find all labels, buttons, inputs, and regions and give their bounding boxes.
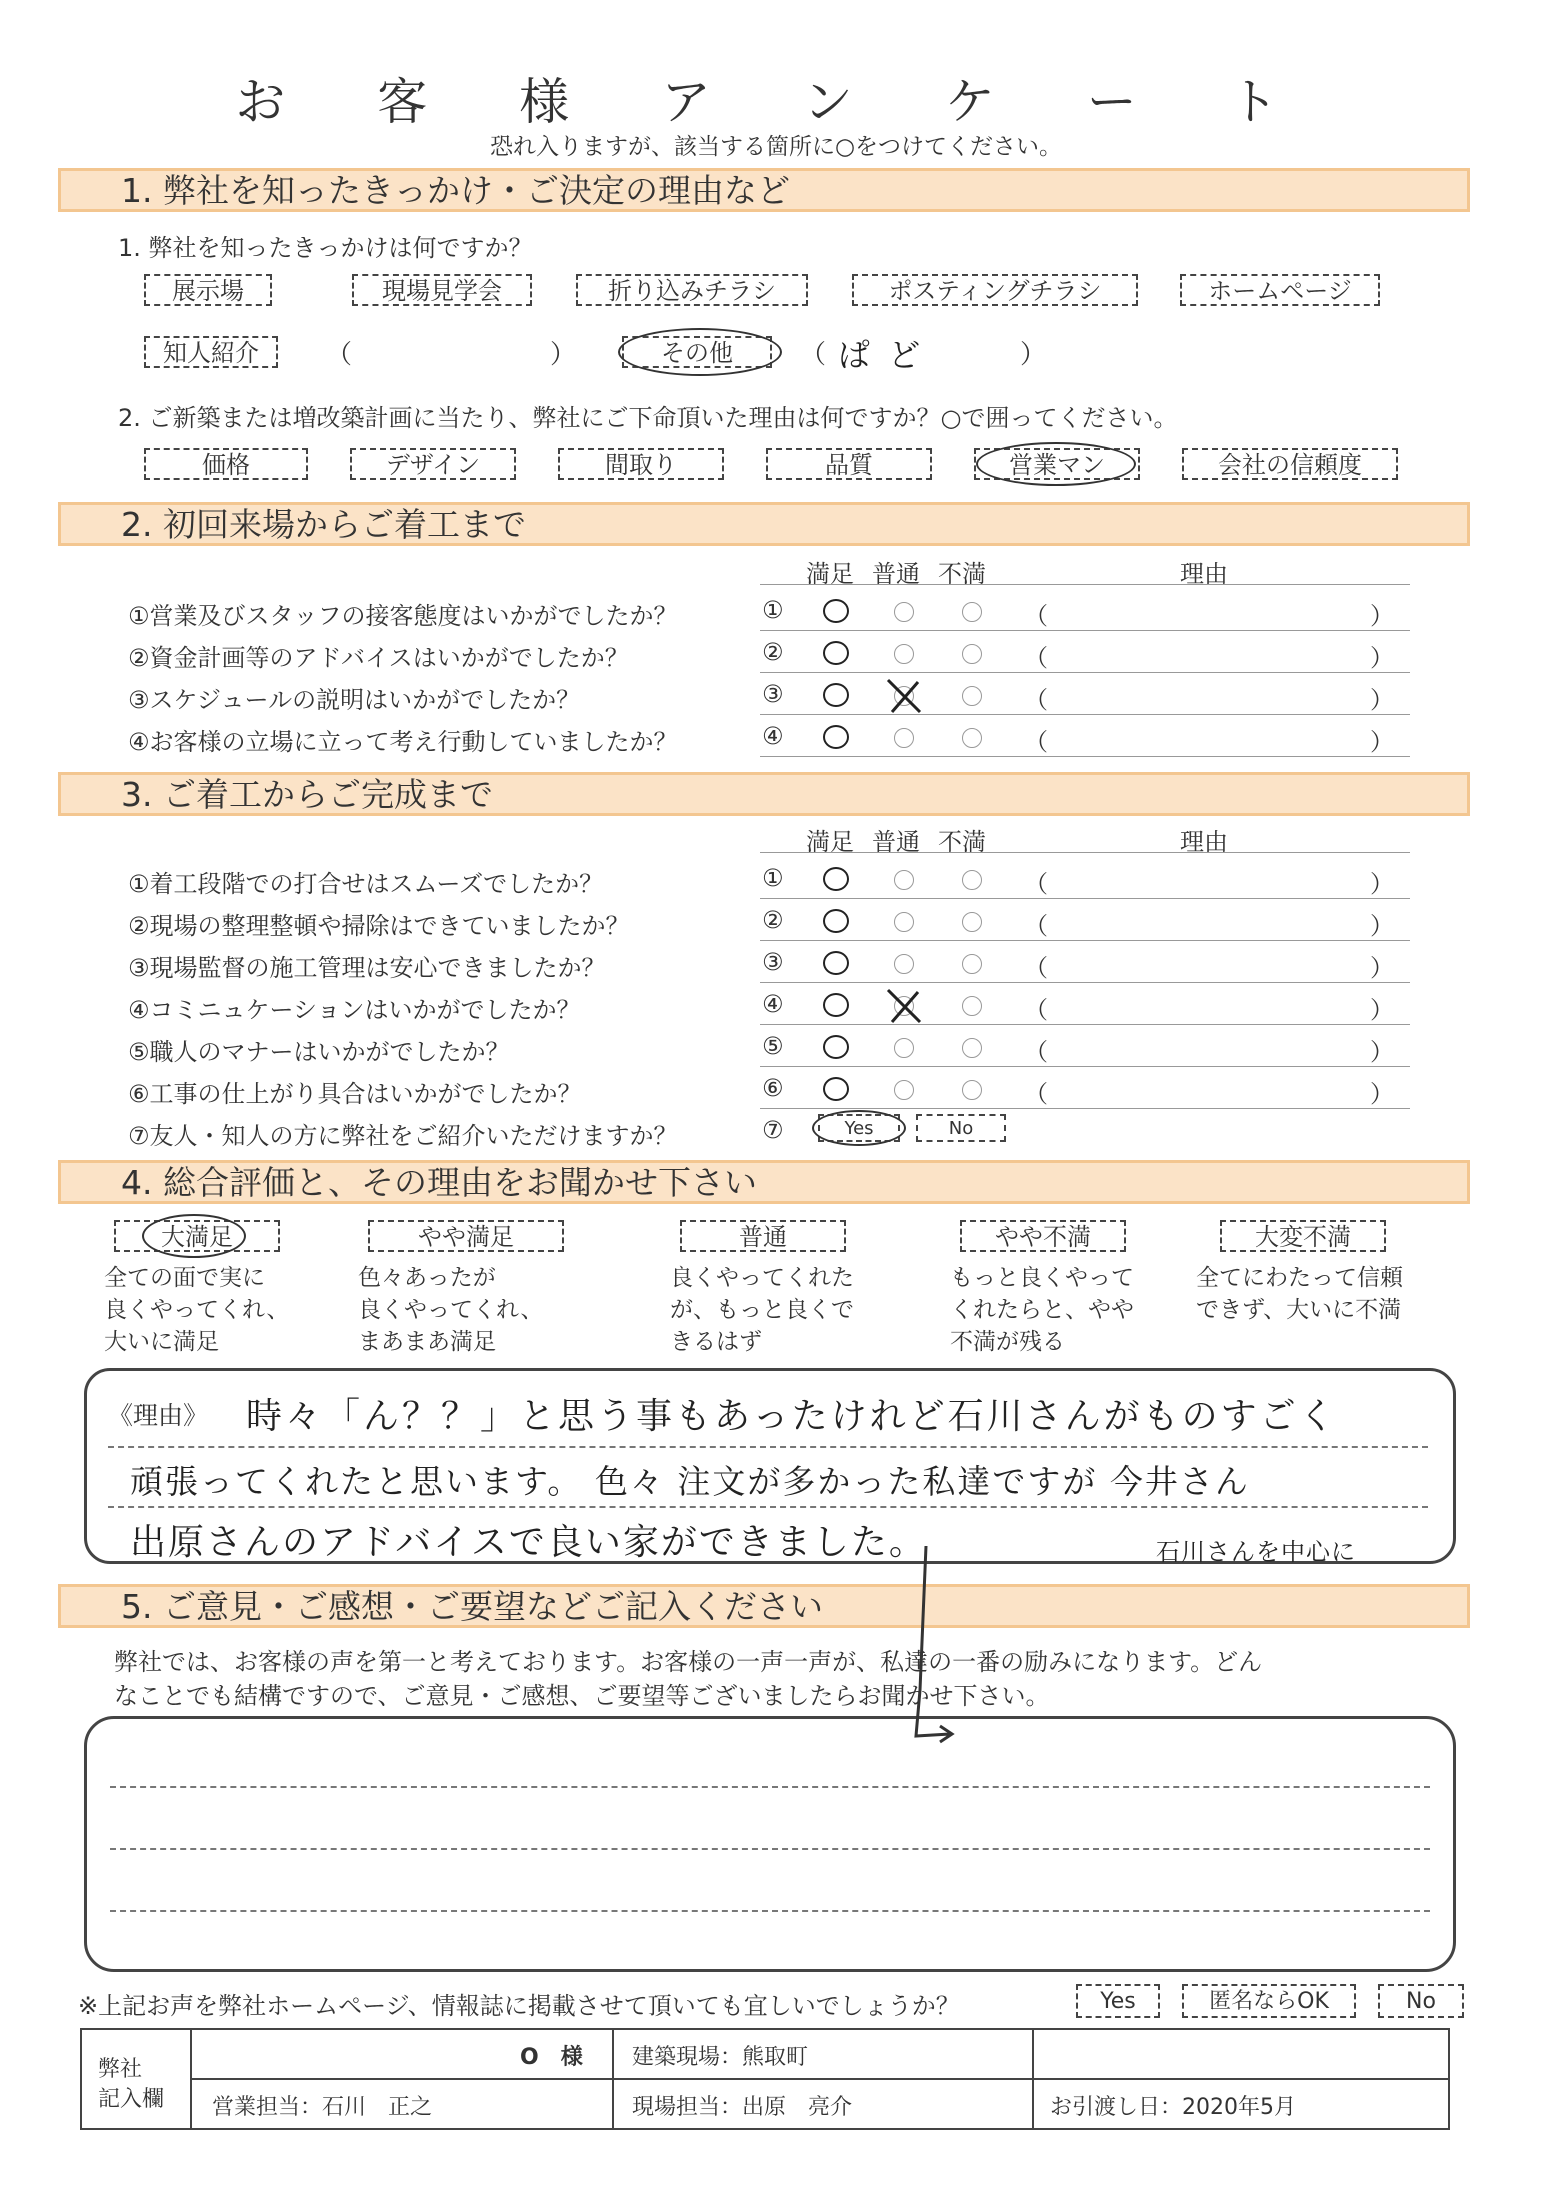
delivery-date: お引渡し日：2020年5月	[1050, 2095, 1296, 2120]
section1-heading: 1. 弊社を知ったきっかけ・ご決定の理由など	[58, 168, 1470, 212]
reason-open-paren: （	[1024, 1038, 1048, 1066]
s3-q7-number: ⑦	[762, 1116, 784, 1144]
s2-question: ④お客様の立場に立って考え行動していましたか？	[128, 728, 678, 756]
reason-line	[108, 1506, 1428, 1508]
header-dissatisfied: 不満	[938, 560, 986, 588]
other-handwritten: ぱ ど	[838, 336, 925, 374]
header-divider	[760, 852, 1410, 853]
header-normal: 普通	[872, 560, 920, 588]
reason-open-paren: （	[1024, 996, 1048, 1024]
rating-description: くれたらと、やや	[950, 1297, 1134, 1323]
open-paren: （	[326, 340, 353, 370]
header-dissatisfied: 不満	[938, 828, 986, 856]
reason-close-paren: ）	[1370, 912, 1394, 940]
option-quality[interactable]: 品質	[766, 448, 932, 480]
row-divider	[760, 756, 1410, 757]
rating-description: が、もっと良くで	[670, 1297, 854, 1323]
header-satisfied: 満足	[806, 560, 854, 588]
s3-row-number: ②	[762, 906, 784, 934]
s2-question: ①営業及びスタッフの接客態度はいかがでしたか？	[128, 602, 678, 630]
radio-normal[interactable]	[894, 1080, 914, 1100]
row-divider	[760, 630, 1410, 631]
rating-normal[interactable]: 普通	[680, 1220, 846, 1252]
option-reliability[interactable]: 会社の信頼度	[1182, 448, 1398, 480]
section5-heading: 5. ご意見・ご感想・ご要望などご記入ください	[58, 1584, 1470, 1628]
radio-normal[interactable]	[894, 1038, 914, 1058]
s2-question: ②資金計画等のアドバイスはいかがでしたか？	[128, 644, 629, 672]
hand-circle-mark	[976, 442, 1136, 486]
radio-normal[interactable]	[894, 870, 914, 890]
header-satisfied: 満足	[806, 828, 854, 856]
s2-row-number: ④	[762, 722, 784, 750]
rating-description: 良くやってくれ、	[104, 1297, 290, 1323]
radio-dissatisfied[interactable]	[962, 686, 982, 706]
s3-row-number: ③	[762, 948, 784, 976]
header-divider	[760, 584, 1410, 585]
comment-line	[110, 1786, 1430, 1788]
s5-text2: なことでも結構ですので、ご意見・ご感想、ご要望等ございましたらお聞かせ下さい。	[114, 1682, 1050, 1710]
site-manager: 現場担当：出原 亮介	[632, 2095, 853, 2120]
s3-question7: ⑦友人・知人の方に弊社をご紹介いただけますか？	[128, 1122, 678, 1150]
option-site-tour[interactable]: 現場見学会	[352, 274, 532, 306]
radio-satisfied[interactable]	[823, 683, 849, 707]
rating-description: 大いに満足	[104, 1329, 219, 1355]
radio-satisfied[interactable]	[823, 599, 849, 623]
s3-question: ②現場の整理整頓や掃除はできていましたか？	[128, 912, 630, 940]
row-divider	[760, 1108, 1410, 1109]
radio-dissatisfied[interactable]	[962, 1038, 982, 1058]
option-other[interactable]: その他	[622, 336, 772, 368]
radio-satisfied[interactable]	[823, 867, 849, 891]
s3-question: ③現場監督の施工管理は安心できましたか？	[128, 954, 606, 982]
rating-description: まあまあ満足	[358, 1329, 496, 1355]
reason-open-paren: （	[1024, 686, 1048, 714]
reason-close-paren: ）	[1370, 644, 1394, 672]
s2-row-number: ③	[762, 680, 784, 708]
hand-circle-mark	[142, 1214, 246, 1258]
radio-dissatisfied[interactable]	[962, 1080, 982, 1100]
radio-normal[interactable]	[894, 728, 914, 748]
rating-description: 不満が残る	[950, 1329, 1065, 1355]
reason-line	[108, 1446, 1428, 1448]
rating-description: 全てにわたって信頼	[1196, 1265, 1403, 1291]
row-divider	[760, 1066, 1410, 1067]
reason-handwritten-line2: 頑張ってくれたと思います。 色々 注文が多かった私達ですが 今井さん	[130, 1462, 1250, 1501]
page-subtitle: 恐れ入りますが、該当する箇所に○をつけてください。	[489, 134, 1063, 160]
s3-question: ①着工段階での打合せはスムーズでしたか？	[128, 870, 604, 898]
s2-row-number: ①	[762, 596, 784, 624]
option-showroom[interactable]: 展示場	[144, 274, 272, 306]
rating-somewhat-dissatisfied[interactable]: やや不満	[960, 1220, 1126, 1252]
radio-satisfied[interactable]	[823, 641, 849, 665]
sales-staff: 営業担当：石川 正之	[212, 2095, 433, 2120]
radio-dissatisfied[interactable]	[962, 870, 982, 890]
radio-dissatisfied[interactable]	[962, 644, 982, 664]
row-divider	[760, 714, 1410, 715]
reason-close-paren: ）	[1370, 870, 1394, 898]
radio-satisfied[interactable]	[823, 725, 849, 749]
reason-close-paren: ）	[1370, 602, 1394, 630]
s3-question: ⑥工事の仕上がり具合はいかがでしたか？	[128, 1080, 582, 1108]
other-close-paren: ）	[1020, 340, 1047, 370]
s3-row-number: ①	[762, 864, 784, 892]
option-price[interactable]: 価格	[144, 448, 308, 480]
header-normal: 普通	[872, 828, 920, 856]
s3-question: ④コミニュケーションはいかがでしたか？	[128, 996, 581, 1024]
radio-satisfied[interactable]	[823, 993, 849, 1017]
row-divider	[760, 672, 1410, 673]
radio-dissatisfied[interactable]	[962, 602, 982, 622]
rating-description: 色々あったが	[358, 1265, 496, 1291]
header-reason: 理由	[1180, 560, 1228, 588]
publish-yes[interactable]: Yes	[1076, 1984, 1160, 2018]
reason-handwritten-line3: 出原さんのアドバイスで良い家ができました。	[130, 1522, 927, 1563]
reason-open-paren: （	[1024, 870, 1048, 898]
comment-line	[110, 1848, 1430, 1850]
radio-normal[interactable]	[894, 602, 914, 622]
s1-question1: 1. 弊社を知ったきっかけは何ですか？	[118, 234, 533, 262]
rating-description: 良くやってくれた	[670, 1265, 854, 1291]
radio-dissatisfied[interactable]	[962, 912, 982, 932]
option-homepage[interactable]: ホームページ	[1180, 274, 1380, 306]
rating-description: 良くやってくれ、	[358, 1297, 544, 1323]
publish-question: ※上記お声を弊社ホームページ、情報誌に掲載させて頂いても宜しいでしょうか？	[78, 1992, 960, 2020]
arrow-annotation-icon	[880, 1540, 960, 1770]
recommend-yes[interactable]: Yes	[818, 1114, 900, 1142]
row-divider	[760, 940, 1410, 941]
s3-question: ⑤職人のマナーはいかがでしたか？	[128, 1038, 510, 1066]
option-floorplan[interactable]: 間取り	[558, 448, 724, 480]
reason-open-paren: （	[1024, 954, 1048, 982]
rating-description: きるはず	[670, 1329, 762, 1355]
reason-handwritten-note: 石川さんを中心に	[1156, 1538, 1356, 1566]
radio-dissatisfied[interactable]	[962, 728, 982, 748]
radio-satisfied[interactable]	[823, 1077, 849, 1101]
radio-dissatisfied[interactable]	[962, 954, 982, 974]
option-design[interactable]: デザイン	[350, 448, 516, 480]
rating-very-satisfied[interactable]: 大満足	[114, 1220, 280, 1252]
s3-row-number: ⑥	[762, 1074, 784, 1102]
table-divider	[190, 2078, 1450, 2080]
other-open-paren: （	[800, 340, 827, 370]
reason-close-paren: ）	[1370, 728, 1394, 756]
office-label-entry: 記入欄	[98, 2087, 165, 2112]
reason-close-paren: ）	[1370, 954, 1394, 982]
comment-line	[110, 1910, 1430, 1912]
reason-label: 《理由》	[108, 1401, 209, 1430]
s2-row-number: ②	[762, 638, 784, 666]
office-label-company: 弊社	[98, 2057, 143, 2082]
option-flyer[interactable]: 折り込みチラシ	[576, 274, 808, 306]
radio-dissatisfied[interactable]	[962, 996, 982, 1016]
radio-normal[interactable]	[894, 644, 914, 664]
s3-row-number: ⑤	[762, 1032, 784, 1060]
s3-row-number: ④	[762, 990, 784, 1018]
cross-out-mark-icon	[884, 676, 924, 716]
option-introduction[interactable]: 知人紹介	[144, 336, 278, 368]
cross-out-mark-icon	[884, 986, 924, 1026]
reason-open-paren: （	[1024, 602, 1048, 630]
page-title: お 客 様 ア ン ケ ー ト	[235, 73, 1317, 131]
rating-description: できず、大いに不満	[1196, 1297, 1402, 1323]
reason-close-paren: ）	[1370, 996, 1394, 1024]
reason-close-paren: ）	[1370, 1080, 1394, 1108]
row-divider	[760, 898, 1410, 899]
publish-anonymous[interactable]: 匿名ならOK	[1182, 1984, 1356, 2018]
row-divider	[760, 1024, 1410, 1025]
reason-handwritten-line1: 時々「ん？？」と思う事もあったけれど石川さんがものすごく	[246, 1396, 1338, 1437]
radio-satisfied[interactable]	[823, 951, 849, 975]
s1-question2: 2. ご新築または増改築計画に当たり、弊社にご下命頂いた理由は何ですか？○で囲ってください。	[118, 404, 1178, 432]
section2-heading: 2. 初回来場からご着工まで	[58, 502, 1470, 546]
s5-text1: 弊社では、お客様の声を第一と考えております。お客様の一声一声が、私達の一番の励みになります。どん	[114, 1648, 1263, 1676]
comment-box[interactable]	[84, 1716, 1456, 1972]
hand-circle-mark	[812, 1110, 906, 1146]
reason-open-paren: （	[1024, 912, 1048, 940]
radio-normal[interactable]	[894, 954, 914, 974]
recommend-no[interactable]: No	[916, 1114, 1006, 1142]
section3-heading: 3. ご着工からご完成まで	[58, 772, 1470, 816]
rating-description: もっと良くやって	[950, 1265, 1134, 1291]
reason-close-paren: ）	[1370, 1038, 1394, 1066]
reason-open-paren: （	[1024, 1080, 1048, 1108]
reason-open-paren: （	[1024, 644, 1048, 672]
reason-close-paren: ）	[1370, 686, 1394, 714]
radio-normal[interactable]	[894, 912, 914, 932]
customer-name: O 様	[520, 2045, 583, 2070]
section4-heading: 4. 総合評価と、その理由をお聞かせ下さい	[58, 1160, 1470, 1204]
hand-circle-mark	[618, 328, 782, 376]
option-salesman[interactable]: 営業マン	[974, 448, 1140, 480]
option-posting-flyer[interactable]: ポスティングチラシ	[852, 274, 1138, 306]
close-paren: ）	[550, 340, 577, 370]
publish-no[interactable]: No	[1378, 1984, 1464, 2018]
construction-site: 建築現場：熊取町	[632, 2045, 809, 2070]
rating-very-dissatisfied[interactable]: 大変不満	[1220, 1220, 1386, 1252]
rating-somewhat-satisfied[interactable]: やや満足	[368, 1220, 564, 1252]
rating-description: 全ての面で実に	[104, 1265, 265, 1291]
header-reason: 理由	[1180, 828, 1228, 856]
reason-open-paren: （	[1024, 728, 1048, 756]
row-divider	[760, 982, 1410, 983]
s2-question: ③スケジュールの説明はいかがでしたか？	[128, 686, 581, 714]
radio-satisfied[interactable]	[823, 1035, 849, 1059]
radio-satisfied[interactable]	[823, 909, 849, 933]
